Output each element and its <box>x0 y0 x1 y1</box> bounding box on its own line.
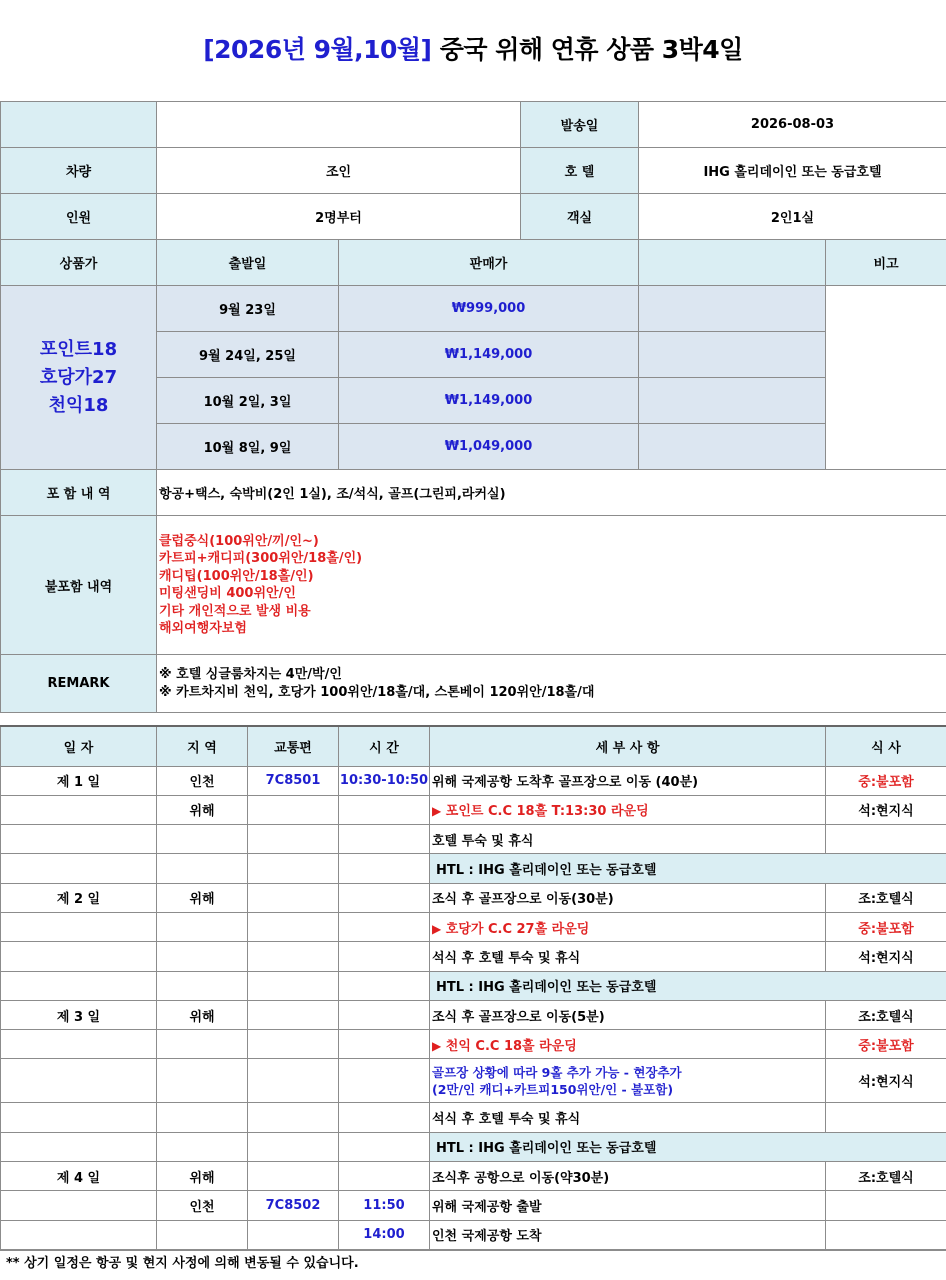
region-cell <box>157 825 248 854</box>
blank-header-cell <box>1 102 157 148</box>
flight-cell <box>248 1132 339 1161</box>
table-row <box>1 942 946 971</box>
table-row <box>1 825 946 854</box>
day-header: 일 자 <box>1 726 157 766</box>
region-cell: 위해 <box>157 795 248 824</box>
flight-cell <box>248 1059 339 1103</box>
region-cell <box>157 1132 248 1161</box>
excluded-item: 해외여행자보험 <box>159 621 247 636</box>
hotel-value: IHG 홀리데이인 또는 동급호텔 <box>639 148 946 194</box>
excluded-item: 클럽중식(100위안/끼/인~) <box>159 533 319 549</box>
included-value: 항공+택스, 숙박비(2인 1실), 조/석식, 골프(그린피,라커실) <box>157 470 946 516</box>
meal-cell <box>826 1220 946 1249</box>
table-row <box>1 1162 946 1191</box>
time-cell: 10:30-10:50 <box>339 766 430 795</box>
day-cell: 제 3 일 <box>1 1000 157 1029</box>
flight-cell <box>248 883 339 912</box>
room-value: 2인1실 <box>639 194 946 240</box>
hotel-row: HTL : IHG 홀리데이인 또는 동급호텔 <box>430 854 946 883</box>
region-cell <box>157 1030 248 1059</box>
flight-cell <box>248 1030 339 1059</box>
flight-cell <box>248 1162 339 1191</box>
vehicle-value: 조인 <box>157 148 521 194</box>
blank-cell <box>157 102 521 148</box>
meal-cell <box>826 1103 946 1132</box>
table-row <box>1 912 946 941</box>
flight-cell <box>248 942 339 971</box>
day-cell: 제 4 일 <box>1 1162 157 1191</box>
region-cell <box>157 1103 248 1132</box>
sale-price-header: 판매가 <box>339 240 639 286</box>
right-triangle-icon: ▶ <box>432 804 442 819</box>
flight-cell <box>248 795 339 824</box>
region-cell: 위해 <box>157 883 248 912</box>
region-header: 지 역 <box>157 726 248 766</box>
remark-list <box>157 655 946 713</box>
product-price-header: 상품가 <box>1 240 157 286</box>
time-cell <box>339 1000 430 1029</box>
detail-cell: 조식후 공항으로 이동(약30분) <box>430 1162 826 1191</box>
meal-cell: 중:불포함 <box>826 1030 946 1059</box>
table-row <box>1 1132 946 1161</box>
meal-cell <box>826 1191 946 1220</box>
product-line: 호당가27 <box>39 366 118 388</box>
meal-cell: 조:호텔식 <box>826 883 946 912</box>
time-cell <box>339 795 430 824</box>
sale-price: ₩1,149,000 <box>339 378 639 424</box>
detail-cell <box>430 1030 826 1059</box>
day-cell <box>1 942 157 971</box>
region-cell <box>157 854 248 883</box>
table-row <box>1 1103 946 1132</box>
excluded-item: 캐디팁(100위안/18홀/인) <box>159 568 314 584</box>
flight-cell: 7C8501 <box>248 766 339 795</box>
flight-cell <box>248 825 339 854</box>
region-cell <box>157 912 248 941</box>
excluded-label: 불포함 내역 <box>1 516 157 655</box>
day-cell <box>1 854 157 883</box>
hotel-label: 호 텔 <box>521 148 639 194</box>
day-cell <box>1 971 157 1000</box>
extra-holes-note: 골프장 상황에 따라 9홀 추가 가능 - 현장추가 <box>432 1064 682 1080</box>
flight-cell <box>248 912 339 941</box>
flight-cell: 7C8502 <box>248 1191 339 1220</box>
day-cell <box>1 1103 157 1132</box>
hotel-row: HTL : IHG 홀리데이인 또는 동급호텔 <box>430 1132 946 1161</box>
detail-cell: 조식 후 골프장으로 이동(30분) <box>430 883 826 912</box>
room-label: 객실 <box>521 194 639 240</box>
meal-cell <box>826 825 946 854</box>
flight-cell <box>248 1103 339 1132</box>
region-cell: 인천 <box>157 1191 248 1220</box>
detail-cell: 호텔 투숙 및 휴식 <box>430 825 826 854</box>
region-cell: 인천 <box>157 766 248 795</box>
note-header: 비고 <box>826 240 946 286</box>
flight-cell <box>248 1000 339 1029</box>
right-triangle-icon: ▶ <box>432 1038 442 1053</box>
day-cell: 제 1 일 <box>1 766 157 795</box>
time-cell: 14:00 <box>339 1220 430 1249</box>
day-cell <box>1 1220 157 1249</box>
title-period: [2026년 9월,10월] <box>203 35 432 64</box>
schedule-table <box>0 725 946 1250</box>
day-cell <box>1 1132 157 1161</box>
price-extra-cell <box>639 286 826 332</box>
people-label: 인원 <box>1 194 157 240</box>
flight-header: 교통편 <box>248 726 339 766</box>
depart-date-header: 출발일 <box>157 240 339 286</box>
product-line: 포인트18 <box>39 338 118 360</box>
excluded-item: 기타 개인적으로 발생 비용 <box>159 603 311 619</box>
detail-cell <box>430 1059 826 1103</box>
depart-date: 10월 2일, 3일 <box>157 378 339 424</box>
region-cell: 위해 <box>157 1162 248 1191</box>
meal-cell: 석:현지식 <box>826 795 946 824</box>
product-info-table <box>0 101 946 713</box>
extra-holes-fee: (2만/인 캐디+카트피150위안/인 - 불포함) <box>432 1081 674 1097</box>
title-product: 중국 위해 연휴 상품 3박4일 <box>431 35 743 64</box>
remark-item: ※ 카트차지비 천익, 호당가 100위안/18홀/대, 스톤베이 120위안/18홀/대 <box>159 684 595 700</box>
excluded-item: 카트피+캐디피(300위안/18홀/인) <box>159 551 363 566</box>
detail-cell: 인천 국제공항 도착 <box>430 1220 826 1249</box>
region-cell: 위해 <box>157 1000 248 1029</box>
day-cell <box>1 1191 157 1220</box>
region-cell <box>157 971 248 1000</box>
table-row <box>1 883 946 912</box>
meal-cell: 석:현지식 <box>826 1059 946 1103</box>
price-extra-cell <box>639 378 826 424</box>
included-label: 포 함 내 역 <box>1 470 157 516</box>
note-cell <box>826 286 946 470</box>
depart-date: 9월 23일 <box>157 286 339 332</box>
round-text: 천익 C.C 18홀 라운딩 <box>445 1038 577 1054</box>
depart-date: 9월 24일, 25일 <box>157 332 339 378</box>
time-cell <box>339 1030 430 1059</box>
table-row <box>1 971 946 1000</box>
region-cell <box>157 942 248 971</box>
time-cell <box>339 942 430 971</box>
table-row <box>1 854 946 883</box>
table-row <box>1 1191 946 1220</box>
sale-price: ₩1,149,000 <box>339 332 639 378</box>
day-cell <box>1 825 157 854</box>
time-cell <box>339 1103 430 1132</box>
footer-note: ** 상기 일정은 항공 및 현지 사정에 의해 변동될 수 있습니다. <box>0 1250 946 1280</box>
time-cell <box>339 971 430 1000</box>
excluded-item: 미팅샌딩비 400위안/인 <box>159 586 296 601</box>
time-cell <box>339 1059 430 1103</box>
meal-header: 식 사 <box>826 726 946 766</box>
detail-cell <box>430 912 826 941</box>
depart-date: 10월 8일, 9일 <box>157 424 339 470</box>
table-row <box>1 1000 946 1029</box>
meal-cell: 중:불포함 <box>826 912 946 941</box>
meal-cell: 석:현지식 <box>826 942 946 971</box>
product-line: 천익18 <box>48 394 109 416</box>
time-header: 시 간 <box>339 726 430 766</box>
day-cell <box>1 912 157 941</box>
day-cell <box>1 1059 157 1103</box>
time-cell <box>339 912 430 941</box>
detail-cell: 석식 후 호텔 투숙 및 휴식 <box>430 1103 826 1132</box>
flight-cell <box>248 971 339 1000</box>
hotel-row: HTL : IHG 홀리데이인 또는 동급호텔 <box>430 971 946 1000</box>
send-date-value: 2026-08-03 <box>639 102 946 148</box>
meal-cell: 조:호텔식 <box>826 1000 946 1029</box>
detail-header: 세 부 사 항 <box>430 726 826 766</box>
price-extra-cell <box>639 424 826 470</box>
table-row <box>1 1220 946 1249</box>
detail-cell: 조식 후 골프장으로 이동(5분) <box>430 1000 826 1029</box>
product-name-cell <box>1 286 157 470</box>
region-cell <box>157 1220 248 1249</box>
vehicle-label: 차량 <box>1 148 157 194</box>
table-row <box>1 795 946 824</box>
time-cell <box>339 825 430 854</box>
people-value: 2명부터 <box>157 194 521 240</box>
meal-cell: 조:호텔식 <box>826 1162 946 1191</box>
time-cell <box>339 854 430 883</box>
detail-cell: 석식 후 호텔 투숙 및 휴식 <box>430 942 826 971</box>
sale-price: ₩1,049,000 <box>339 424 639 470</box>
remark-item: ※ 호텔 싱글룸차지는 4만/박/인 <box>159 666 342 682</box>
time-cell <box>339 883 430 912</box>
detail-cell: 위해 국제공항 출발 <box>430 1191 826 1220</box>
detail-cell <box>430 795 826 824</box>
time-cell <box>339 1162 430 1191</box>
send-date-label: 발송일 <box>521 102 639 148</box>
day-cell <box>1 1030 157 1059</box>
table-row <box>1 1030 946 1059</box>
flight-cell <box>248 1220 339 1249</box>
excluded-list <box>157 516 946 655</box>
page-title <box>0 30 946 66</box>
round-text: 포인트 C.C 18홀 T:13:30 라운딩 <box>445 804 649 820</box>
region-cell <box>157 1059 248 1103</box>
table-row <box>1 1059 946 1103</box>
table-row <box>1 766 946 795</box>
time-cell <box>339 1132 430 1161</box>
flight-cell <box>248 854 339 883</box>
sale-price: ₩999,000 <box>339 286 639 332</box>
detail-cell: 위해 국제공항 도착후 골프장으로 이동 (40분) <box>430 766 826 795</box>
day-cell: 제 2 일 <box>1 883 157 912</box>
meal-cell: 중:불포함 <box>826 766 946 795</box>
price-extra-cell <box>639 332 826 378</box>
remark-label: REMARK <box>1 655 157 713</box>
right-triangle-icon: ▶ <box>432 921 442 936</box>
round-text: 호당가 C.C 27홀 라운딩 <box>445 921 590 937</box>
day-cell <box>1 795 157 824</box>
blank-header-cell-2 <box>639 240 826 286</box>
time-cell: 11:50 <box>339 1191 430 1220</box>
